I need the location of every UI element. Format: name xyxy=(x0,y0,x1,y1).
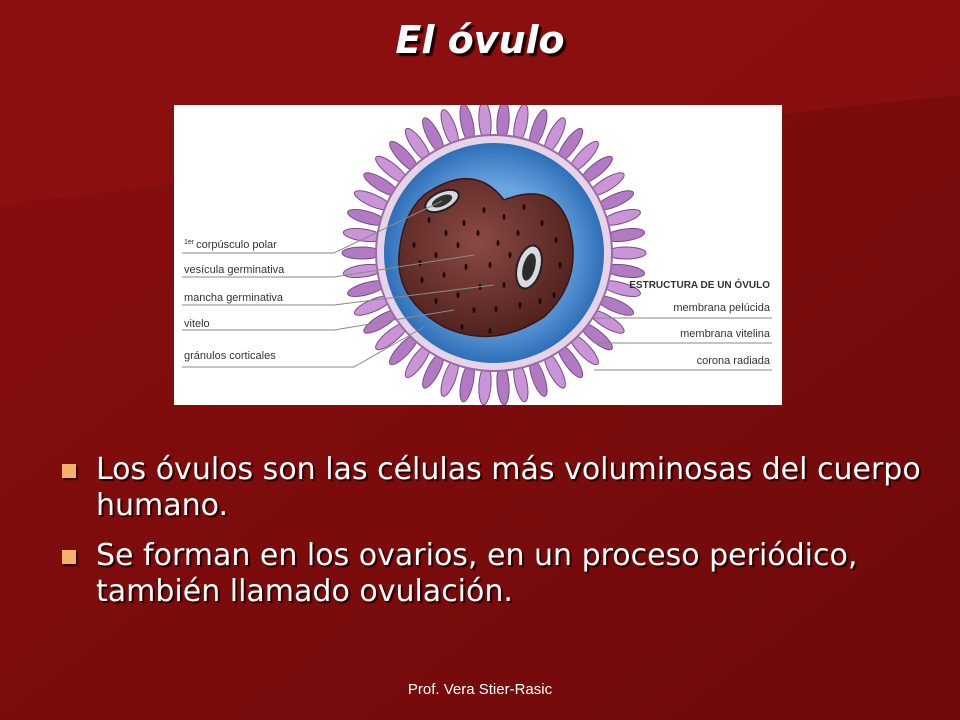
granule xyxy=(519,302,522,308)
label-vitelline-membrane: membrana vitelina xyxy=(680,328,770,340)
granule xyxy=(497,240,500,246)
granule xyxy=(465,264,468,270)
granule xyxy=(483,207,486,213)
granule xyxy=(517,230,520,236)
granule xyxy=(541,220,544,226)
bullet-text: Se forman en los ovarios, en un proceso periódico, también llamado ovulación. xyxy=(96,538,858,609)
figure-heading: ESTRUCTURA DE UN ÓVULO xyxy=(629,280,770,291)
granule xyxy=(461,324,464,330)
slide-title: El óvulo xyxy=(395,18,565,62)
granule xyxy=(463,220,466,226)
granule xyxy=(443,272,446,278)
granule xyxy=(457,292,460,298)
label-cortical-granules: gránulos corticales xyxy=(184,350,276,362)
granule xyxy=(559,262,562,268)
bullet-list xyxy=(62,452,922,624)
bullet-item xyxy=(62,538,922,610)
label-zona-pellucida: membrana pelúcida xyxy=(673,302,770,314)
granule xyxy=(457,242,460,248)
granule xyxy=(421,277,424,283)
granule xyxy=(555,237,558,243)
granule xyxy=(435,298,438,304)
granule xyxy=(489,328,492,334)
slide-footer: Prof. Vera Stier-Rasic xyxy=(407,681,553,698)
label-germinal-vesicle: vesícula germinativa xyxy=(184,264,285,276)
label-corona-radiata: corona radiada xyxy=(696,355,770,367)
bullet-text: Los óvulos son las células más voluminosas del cuerpo humano. xyxy=(96,452,921,523)
granule xyxy=(435,252,438,258)
granule xyxy=(489,262,492,268)
granule xyxy=(503,214,506,220)
granule xyxy=(428,217,431,223)
bullet-item xyxy=(62,452,922,524)
bullet-square-icon xyxy=(62,464,76,478)
bullet-square-icon xyxy=(62,550,76,564)
cytoplasm xyxy=(399,179,573,337)
granule xyxy=(495,306,498,312)
ovum-diagram xyxy=(174,105,782,405)
granule xyxy=(445,230,448,236)
granule xyxy=(523,204,526,210)
granule xyxy=(509,252,512,258)
label-germinal-spot: mancha germinativa xyxy=(184,292,284,304)
granule xyxy=(413,242,416,248)
granule xyxy=(553,292,556,298)
granule xyxy=(473,307,476,313)
label-yolk: vitelo xyxy=(184,318,210,330)
granule xyxy=(539,298,542,304)
label-polar-body: $^{1er}$ corpúsculo polar xyxy=(184,239,277,251)
granule xyxy=(477,230,480,236)
granule xyxy=(503,282,506,288)
